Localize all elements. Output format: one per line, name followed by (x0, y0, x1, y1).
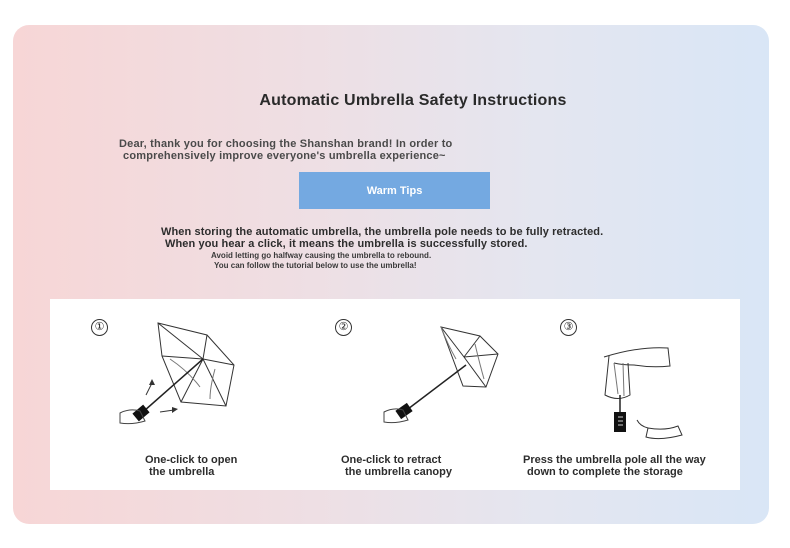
step-1 (50, 299, 280, 490)
storage-note-line-2: When you hear a click, it means the umbrella is successfully stored. (165, 238, 528, 250)
step-2-caption-line-2: the umbrella canopy (345, 466, 452, 478)
small-note-line-1: Avoid letting go halfway causing the umbrella to rebound. (211, 251, 432, 260)
step-3-caption-line-2: down to complete the storage (527, 466, 683, 478)
step-3-caption (523, 454, 706, 478)
umbrella-closing-icon (280, 299, 510, 449)
step-3 (510, 299, 740, 490)
page-title: Automatic Umbrella Safety Instructions (259, 92, 567, 109)
step-2-caption-line-1: One-click to retract (341, 454, 442, 466)
small-note-line-2: You can follow the tutorial below to use the umbrella! (214, 261, 417, 270)
step-1-number: ① (91, 319, 108, 336)
warm-tips-button[interactable]: Warm Tips (299, 172, 490, 209)
step-1-caption (145, 454, 237, 478)
intro-line-1: Dear, thank you for choosing the Shanshan brand! In order to (119, 138, 453, 150)
umbrella-open-icon (50, 299, 280, 449)
small-note (211, 251, 431, 271)
step-2-caption (341, 454, 452, 478)
step-1-caption-line-2: the umbrella (149, 466, 215, 478)
step-2 (280, 299, 510, 490)
step-2-number: ② (335, 319, 352, 336)
step-1-caption-line-1: One-click to open (145, 454, 238, 466)
storage-note (161, 226, 603, 250)
intro-line-2: comprehensively improve everyone's umbrella experience~ (123, 150, 446, 162)
step-3-caption-line-1: Press the umbrella pole all the way (523, 454, 706, 466)
intro-text (119, 138, 452, 162)
umbrella-store-icon (510, 299, 740, 449)
step-3-number: ③ (560, 319, 577, 336)
storage-note-line-1: When storing the automatic umbrella, the umbrella pole needs to be fully retracted. (161, 226, 604, 238)
steps-panel (50, 299, 740, 490)
